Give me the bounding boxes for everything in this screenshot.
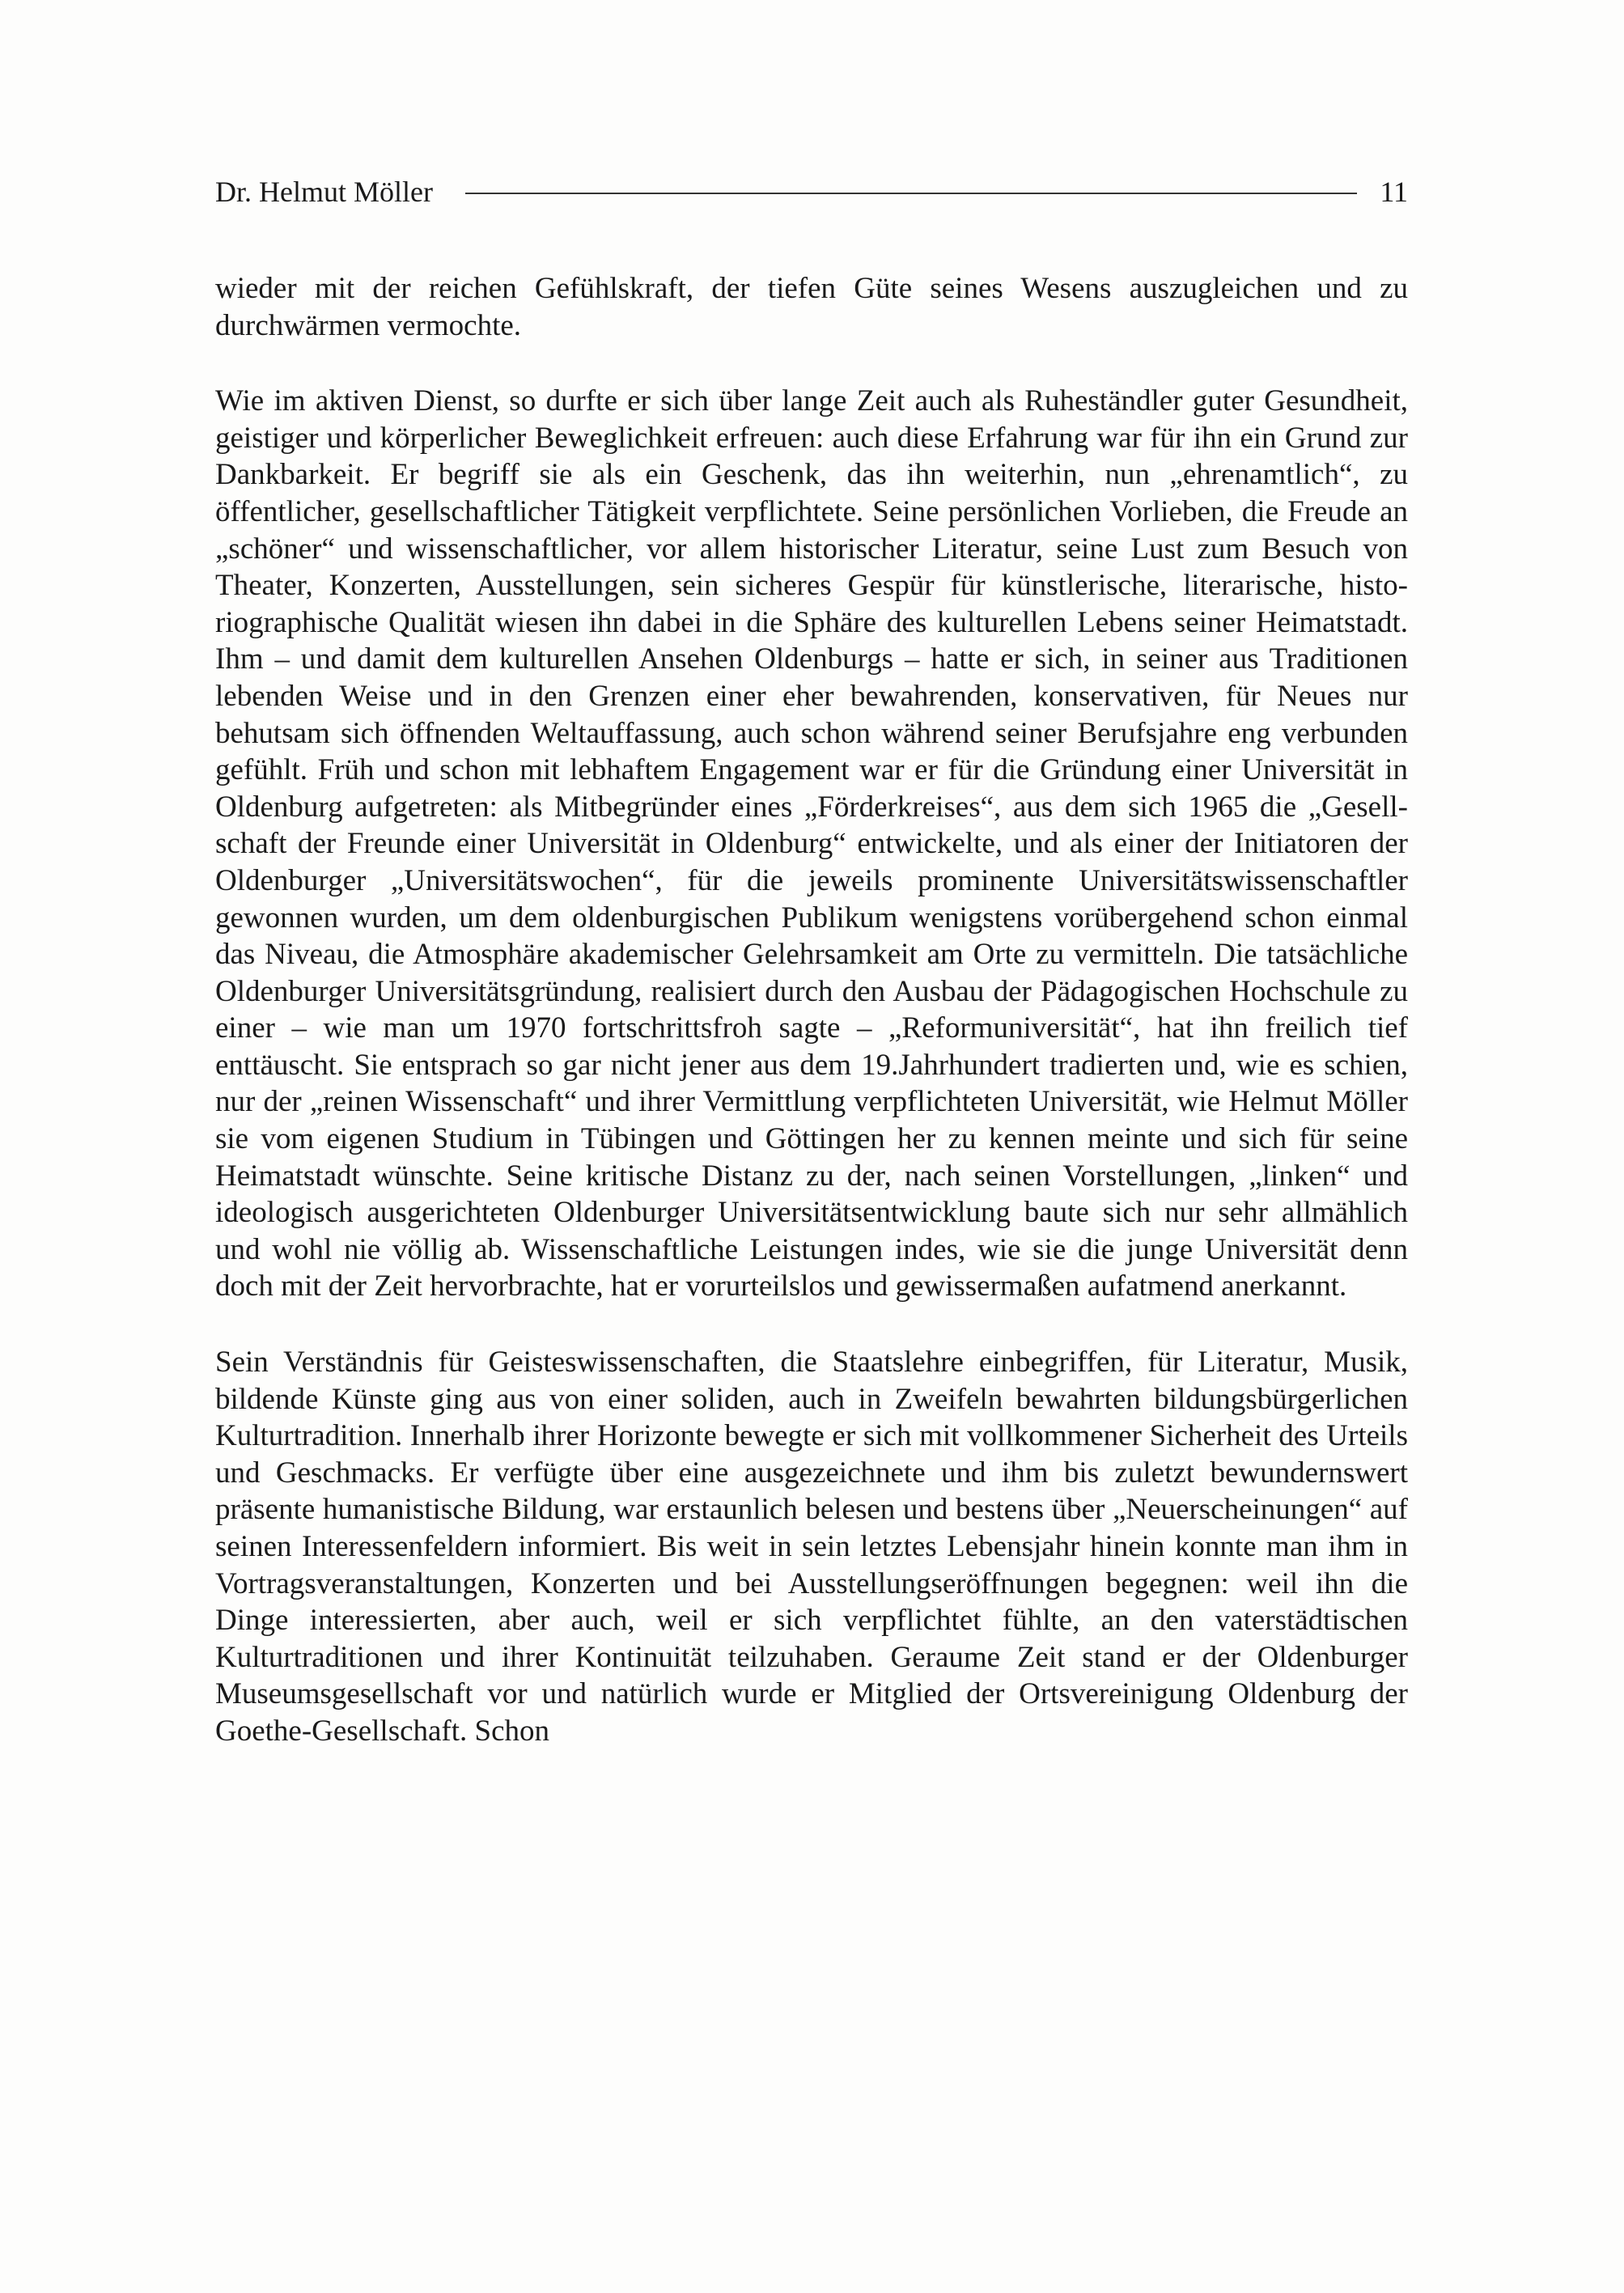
running-head: [215, 172, 1408, 212]
body-text: [215, 270, 1408, 1750]
running-head-rule: [465, 193, 1357, 194]
paragraph: Sein Verständnis für Geisteswissenschaften, die Staatslehre einbegriffen, für Literatur, Musik, bildende Künste ging aus von einer soliden, auch in Zweifeln bewahrten bildungsbürgerlichen Kulturtradition. Innerhalb ihrer Horizonte bewegte er sich mit vollkommener Sicherheit des Urteils und Geschmacks. Er verfügte über eine ausgezeichnete und ihm bis zuletzt bewundernswert präsente humanistische Bildung, war erstaunlich belesen und bestens über „Neuerscheinungen“ auf seinen Interessenfeldern informiert. Bis weit in sein letztes Lebensjahr hinein konnte man ihm in Vortragsveranstaltungen, Konzerten und bei Ausstellungseröffnungen begegnen: weil ihn die Dinge interessierten, aber auch, weil er sich verpflichtet fühlte, an den vaterstädtischen Kulturtraditionen und ihrer Kontinuität teilzuhaben. Geraume Zeit stand er der Oldenburger Museumsgesellschaft vor und natürlich wurde er Mitglied der Ortsvereinigung Oldenburg der Goethe-Gesellschaft. Schon: [215, 1346, 1408, 1748]
page-number: 11: [1380, 176, 1408, 208]
paragraph: Wie im aktiven Dienst, so durfte er sich über lange Zeit auch als Ruheständler guter Gesundheit, geistiger und körperlicher Beweglichkeit erfreuen: auch diese Erfahrung war für ihn ein Grund zur Dankbarkeit. Er begriff sie als ein Geschenk, das ihn weiterhin, nun „ehrenamtlich“, zu öffentlicher, gesellschaftlicher Tätigkeit verpflichtete. Seine persönlichen Vorlieben, die Freude an „schöner“ und wissenschaftlicher, vor allem historischer Literatur, seine Lust zum Besuch von Theater, Konzerten, Ausstellungen, sein sicheres Gespür für künstlerische, literarische, historiographische Qualität wiesen ihn dabei in die Sphäre des kulturellen Lebens seiner Heimatstadt. Ihm – und damit dem kulturellen Ansehen Oldenburgs – hatte er sich, in seiner aus Traditionen lebenden Weise und in den Grenzen einer eher bewahrenden, konservativen, für Neues nur behutsam sich öffnenden Weltauffassung, auch schon während seiner Berufsjahre eng verbunden gefühlt. Früh und schon mit lebhaftem Engagement war er für die Gründung einer Universität in Oldenburg aufgetreten: als Mitbegründer eines „Förderkreises“, aus dem sich 1965 die „Gesellschaft der Freunde einer Universität in Oldenburg“ entwickelte, und als einer der Initiatoren der Oldenburger „Universitätswochen“, für die jeweils prominente Universitätswissenschaftler gewonnen wurden, um dem oldenburgischen Publikum wenigstens vorübergehend schon einmal das Niveau, die Atmosphäre akademischer Gelehrsamkeit am Orte zu vermitteln. Die tatsächliche Oldenburger Universitätsgründung, realisiert durch den Ausbau der Pädagogischen Hochschule zu einer – wie man um 1970 fortschrittsfroh sagte – „Reformuniversität“, hat ihn freilich tief enttäuscht. Sie entsprach so gar nicht jener aus dem 19.Jahrhundert tradierten und, wie es schien, nur der „reinen Wissenschaft“ und ihrer Vermittlung verpflichteten Universität, wie Helmut Möller sie vom eigenen Studium in Tübingen und Göttingen her zu kennen meinte und sich für seine Heimatstadt wünschte. Seine kritische Distanz zu der, nach seinen Vorstellungen, „linken“ und ideologisch ausgerichteten Oldenburger Universitätsentwicklung baute sich nur sehr allmählich und wohl nie völlig ab. Wissenschaftliche Leistungen indes, wie sie die junge Universität denn doch mit der Zeit hervorbrachte, hat er vorurteilslos und gewissermaßen aufatmend anerkannt.: [215, 384, 1408, 1303]
paragraph: wieder mit der reichen Gefühlskraft, der tiefen Güte seines Wesens auszugleichen und zu durchwärmen vermochte.: [215, 272, 1408, 342]
running-head-author: Dr. Helmut Möller: [215, 176, 433, 208]
